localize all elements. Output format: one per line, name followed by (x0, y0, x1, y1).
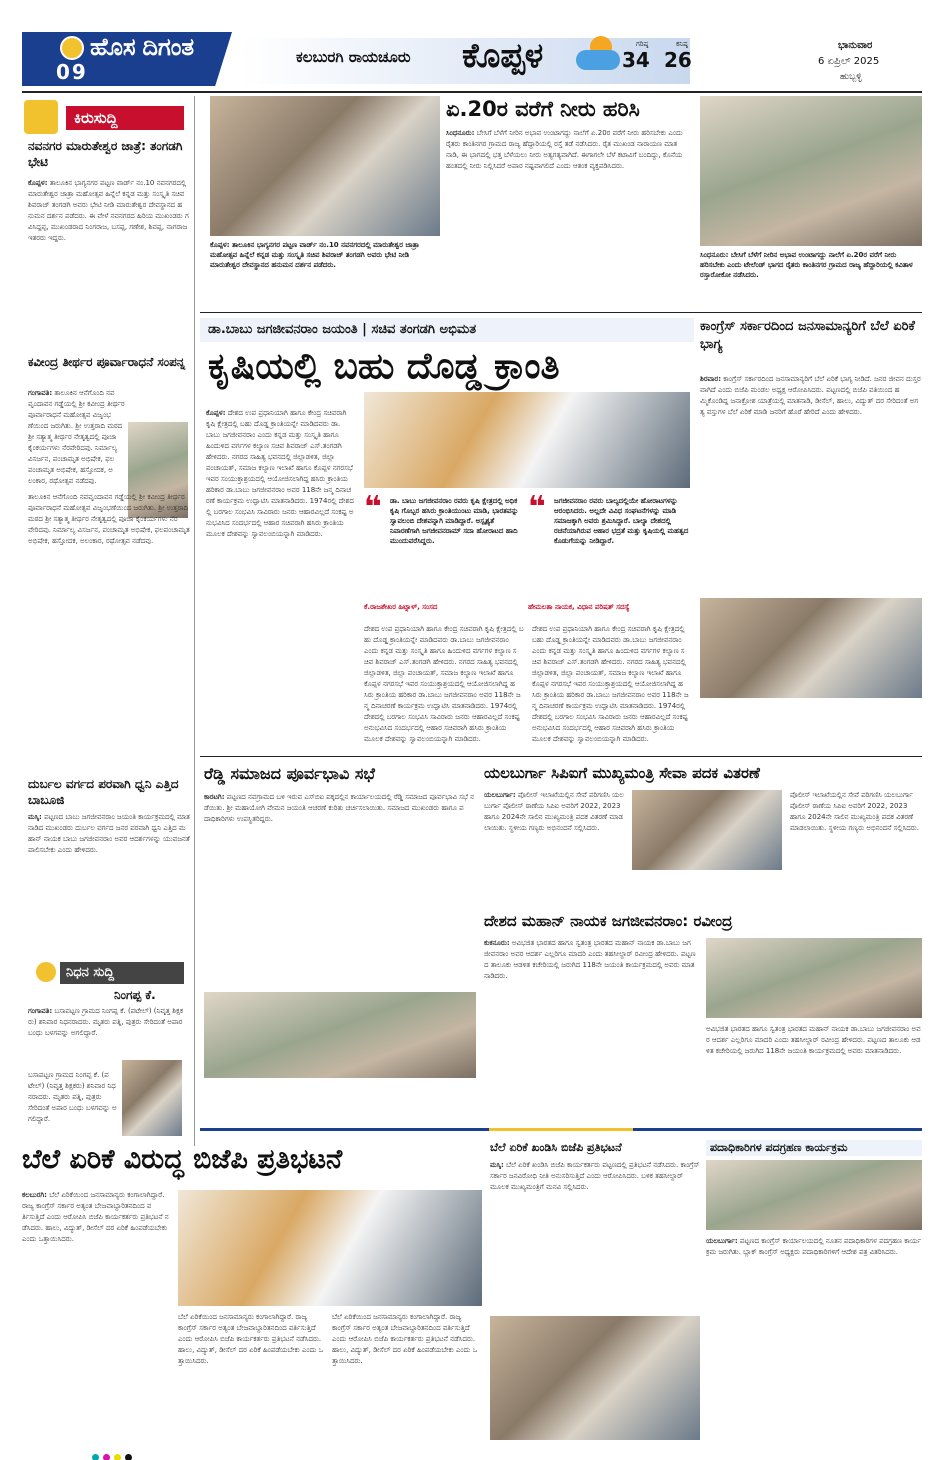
sidebar-divider (194, 96, 195, 1146)
lead-photo (364, 392, 690, 488)
dateline: ಸಿಂಧನೂರು: (446, 129, 475, 137)
story-text: ತಾಲೂಕಿನ ಆನೆಗೊಂದಿ ನವವೃಂದಾವನ ಗಡ್ಡೆಯಲ್ಲಿ ಶ್ರೀ ಕವೀಂದ್ರ ತೀರ್ಥರ ಪೂರ್ವಾರಾಧನೆ ಮಹೋತ್ಸವ ವಿಜೃಂಭಣೆಯಿಂದ ಜರುಗಿತು. ಶ್ರೀ ಉತ್ತರಾದಿ ಮಠದ ಶ್ರೀ ಸತ್ಯಾತ್ಮ ತೀರ್ಥರ ನೇತೃತ್ವದಲ್ಲಿ ಪೂಜಾ ಕೈಂಕರ್ಯಗಳು ನೆರವೇರಿದವು. ನಿರ್ಮಾಲ್ಯ ವಿಸರ್ಜನ, ಪಂಚಾಮೃತ ಅಭಿಷೇಕ, ಫಲಪಂಚಾಮೃತ ಅಭಿಷೇಕ, ಹಸ್ತೋದಕ, ಅಲಂಕಾರ, ರಥೋತ್ಸವ ನಡೆದವು. (28, 389, 125, 485)
mid-row-rule (200, 756, 922, 757)
story-text: ಬೆಲೆ ಏರಿಕೆ ಖಂಡಿಸಿ ಬಿಜೆಪಿ ಕಾರ್ಯಕರ್ತರು ಪಟ್ಟಣದಲ್ಲಿ ಪ್ರತಿಭಟನೆ ನಡೆಸಿದರು. ಕಾಂಗ್ರೆಸ್ ಸರ್ಕಾರ ಜನವಿರೋಧಿ ನೀತಿ ಅನುಸರಿಸುತ್ತಿದೆ ಎಂದು ಆರೋಪಿಸಿದರು. ಬಳಿಕ ತಹಸೀಲ್ದಾರ್ ಮೂಲಕ ಮುಖ್ಯಮಂತ್ರಿಗೆ ಮನವಿ ಸಲ್ಲಿಸಿದರು. (490, 1161, 700, 1191)
lead-kicker: ಡಾ.ಬಾಬು ಜಗಜೀವನರಾಂ ಜಯಂತಿ | ಸಚಿವ ತಂಗಡಗಿ ಅಭಿಮತ (200, 318, 694, 342)
bottom-headline: ಬೆಲೆ ಏರಿಕೆ ವಿರುದ್ಧ ಬಿಜೆಪಿ ಪ್ರತಿಭಟನೆ (22, 1144, 343, 1175)
reddy-headline: ರೆಡ್ಡಿ ಸಮಾಜದ ಪೂರ್ವಭಾವಿ ಸಭೆ (204, 764, 375, 783)
pada-headline: ಪದಾಧಿಕಾರಿಗಳ ಪದಗ್ರಹಣ ಕಾರ್ಯಕ್ರಮ (706, 1140, 922, 1156)
sidebar-story-3-title: ದುರ್ಬಲ ವರ್ಗದ ಪರವಾಗಿ ಧ್ವನಿ ಎತ್ತಿದ ಬಾಬೂಜಿ (28, 777, 179, 807)
registration-marks (90, 1446, 850, 1456)
cyan-dot (92, 1454, 99, 1460)
pada-body (706, 1236, 922, 1440)
yalaburga-headline: ಯಲಬುರ್ಗಾ ಸಿಪಿಐಗೆ ಮುಖ್ಯಮಂತ್ರಿ ಸೇವಾ ಪದಕ ವಿತರಣೆ (484, 764, 760, 782)
quote-box-1 (364, 490, 522, 618)
dateline: ಕಾರಟಗಿ: (204, 793, 225, 801)
maski-story (490, 1140, 700, 1440)
top-row-rule (200, 312, 922, 313)
sidebar-story-1-body (28, 178, 190, 348)
top-story-body (446, 128, 690, 298)
story-text: ಬೆಲೆ ಏರಿಕೆಯಿಂದ ಜನಸಾಮಾನ್ಯರು ಕಂಗಾಲಾಗಿದ್ದಾರೆ. ರಾಜ್ಯ ಕಾಂಗ್ರೆಸ್ ಸರ್ಕಾರ ಅತ್ಯಂತ ಬೇಜವಾಬ್ದಾರಿತನದಿಂದ ವರ್ತಿಸುತ್ತಿದೆ ಎಂದು ಆರೋಪಿಸಿ ಬಿಜೆಪಿ ಕಾರ್ಯಕರ್ತರು ಪ್ರತಿಭಟನೆ ನಡೆಸಿದರು. ಹಾಲು, ವಿದ್ಯುತ್, ಡೀಸೆಲ್ ದರ ಏರಿಕೆ ಹಿಂಪಡೆಯಬೇಕು ಎಂದು ಒತ್ತಾಯಿಸಿದರು. (22, 1191, 169, 1243)
story-text: ತಾಲೂಕಿನ ಆನೆಗೊಂದಿ ನವವೃಂದಾವನ ಗಡ್ಡೆಯಲ್ಲಿ ಶ್ರೀ ಕವೀಂದ್ರ ತೀರ್ಥರ ಪೂರ್ವಾರಾಧನೆ ಮಹೋತ್ಸವ ವಿಜೃಂಭಣೆಯಿಂದ ಜರುಗಿತು. ಶ್ರೀ ಉತ್ತರಾದಿ ಮಠದ ಶ್ರೀ ಸತ್ಯಾತ್ಮ ತೀರ್ಥರ ನೇತೃತ್ವದಲ್ಲಿ ಪೂಜಾ ಕೈಂಕರ್ಯಗಳು ನೆರವೇರಿದವು. ನಿರ್ಮಾಲ್ಯ ವಿಸರ್ಜನ, ಪಂಚಾಮೃತ ಅಭಿಷೇಕ, ಫಲಪಂಚಾಮೃತ ಅಭಿಷೇಕ, ಹಸ್ತೋದಕ, ಅಲಂಕಾರ, ರಥೋತ್ಸವ ನಡೆದವು. (28, 493, 190, 545)
top-story-title: ಏ.20ರ ವರೆಗೆ ನೀರು ಹರಿಸಿ (446, 97, 640, 121)
story-text: ಬೆಲೆ ಏರಿಕೆಯಿಂದ ಜನಸಾಮಾನ್ಯರು ಕಂಗಾಲಾಗಿದ್ದಾರೆ. ರಾಜ್ಯ ಕಾಂಗ್ರೆಸ್ ಸರ್ಕಾರ ಅತ್ಯಂತ ಬೇಜವಾಬ್ದಾರಿತನದಿಂದ ವರ್ತಿಸುತ್ತಿದೆ ಎಂದು ಆರೋಪಿಸಿ ಬಿಜೆಪಿ ಕಾರ್ಯಕರ್ತರು ಪ್ರತಿಭಟನೆ ನಡೆಸಿದರು. ಹಾಲು, ವಿದ್ಯುತ್, ಡೀಸೆಲ್ ದರ ಏರಿಕೆ ಹಿಂಪಡೆಯಬೇಕು ಎಂದು ಒತ್ತಾಯಿಸಿದರು. (178, 1313, 324, 1365)
story-text: ಪಟ್ಟಣದ ನವಗ್ರಾಮದ ಬಳಿ ಇರುವ ಎಸ್‌ಬಿಐ ಪಕ್ಕದಲ್ಲಿನ ಕಾರ್ಯಾಲಯದಲ್ಲಿ ರೆಡ್ಡಿ ಸಮಾಜದ ಪೂರ್ವಭಾವಿ ಸಭೆ ನಡೆಯಿತು. ಶ್ರೀ ಮಹಾಯೋಗಿ ವೇಮನ ಜಯಂತಿ ಆಚರಣೆ ಕುರಿತು ಚರ್ಚಿಸಲಾಯಿತು. ಸಮಾಜದ ಮುಖಂಡರು ಹಾಗೂ ಪದಾಧಿಕಾರಿಗಳು ಉಪಸ್ಥಿತರಿದ್ದರು. (204, 793, 475, 823)
obit-body-cont (28, 1070, 118, 1140)
story-text: ದೇಶದ ಉಪ ಪ್ರಧಾನಿಯಾಗಿ ಹಾಗೂ ಕೇಂದ್ರ ಸಚಿವರಾಗಿ ಕೃಷಿ ಕ್ಷೇತ್ರದಲ್ಲಿ ಬಹು ದೊಡ್ಡ ಕ್ರಾಂತಿಯನ್ನೇ ಮಾಡಿದವರು ಡಾ.ಬಾಬು ಜಗಜೀವನರಾಂ ಎಂದು ಕನ್ನಡ ಮತ್ತು ಸಂಸ್ಕೃತಿ ಹಾಗೂ ಹಿಂದುಳಿದ ವರ್ಗಗಳ ಕಲ್ಯಾಣ ಸಚಿವ ಶಿವರಾಜ್ ಎಸ್.ತಂಗಡಗಿ ಹೇಳಿದರು. ನಗರದ ಸಾಹಿತ್ಯ ಭವನದಲ್ಲಿ ಜಿಲ್ಲಾಡಳಿತ, ಜಿಲ್ಲಾ ಪಂಚಾಯತ್, ಸಮಾಜ ಕಲ್ಯಾಣ ಇಲಾಖೆ ಹಾಗೂ ಕೊಪ್ಪಳ ನಗರಸಭೆ ಇವರ ಸಂಯುಕ್ತಾಶ್ರಯದಲ್ಲಿ ಆಯೋಜಿಸಲಾಗಿದ್ದ ಹಸಿರು ಕ್ರಾಂತಿಯ ಹರಿಕಾರ ಡಾ.ಬಾಬು ಜಗಜೀವನರಾಂ ಅವರ 118ನೇ ಜನ್ಮ ದಿನಾಚರಣೆ ಕಾರ್ಯಕ್ರಮ ಉದ್ಘಾಟಿಸಿ ಮಾತನಾಡಿದರು. 1974ರಲ್ಲಿ ದೇಶದಲ್ಲಿ ಬರಗಾಲ ಸಂಭವಿಸಿ ಸಾವಿರಾರು ಜನರು ಆಹಾರವಿಲ್ಲದೆ ಸಂಕಷ್ಟ ಅನುಭವಿಸಿದ ಸಂದರ್ಭದಲ್ಲಿ ಆಹಾರ ಸಚಿವರಾಗಿ ಹಸಿರು ಕ್ರಾಂತಿಯ ಮೂಲಕ ದೇಶವನ್ನು ಸ್ವಾವಲಂಬಿಯನ್ನಾಗಿ ಮಾಡಿದರು. (206, 409, 354, 538)
ravindra-body (484, 938, 700, 1124)
yalaburga-body-cont (790, 790, 922, 900)
quote-box-2 (528, 490, 690, 618)
story-text: ದೇಶದ ಉಪ ಪ್ರಧಾನಿಯಾಗಿ ಹಾಗೂ ಕೇಂದ್ರ ಸಚಿವರಾಗಿ ಕೃಷಿ ಕ್ಷೇತ್ರದಲ್ಲಿ ಬಹು ದೊಡ್ಡ ಕ್ರಾಂತಿಯನ್ನೇ ಮಾಡಿದವರು ಡಾ.ಬಾಬು ಜಗಜೀವನರಾಂ ಎಂದು ಕನ್ನಡ ಮತ್ತು ಸಂಸ್ಕೃತಿ ಹಾಗೂ ಹಿಂದುಳಿದ ವರ್ಗಗಳ ಕಲ್ಯಾಣ ಸಚಿವ ಶಿವರಾಜ್ ಎಸ್.ತಂಗಡಗಿ ಹೇಳಿದರು. ನಗರದ ಸಾಹಿತ್ಯ ಭವನದಲ್ಲಿ ಜಿಲ್ಲಾಡಳಿತ, ಜಿಲ್ಲಾ ಪಂಚಾಯತ್, ಸಮಾಜ ಕಲ್ಯಾಣ ಇಲಾಖೆ ಹಾಗೂ ಕೊಪ್ಪಳ ನಗರಸಭೆ ಇವರ ಸಂಯುಕ್ತಾಶ್ರಯದಲ್ಲಿ ಆಯೋಜಿಸಲಾಗಿದ್ದ ಹಸಿರು ಕ್ರಾಂತಿಯ ಹರಿಕಾರ ಡಾ.ಬಾಬು ಜಗಜೀವನರಾಂ ಅವರ 118ನೇ ಜನ್ಮ ದಿನಾಚರಣೆ ಕಾರ್ಯಕ್ರಮ ಉದ್ಘಾಟಿಸಿ ಮಾತನಾಡಿದರು. 1974ರಲ್ಲಿ ದೇಶದಲ್ಲಿ ಬರಗಾಲ ಸಂಭವಿಸಿ ಸಾವಿರಾರು ಜನರು ಆಹಾರವಿಲ್ಲದೆ ಸಂಕಷ್ಟ ಅನುಭವಿಸಿದ ಸಂದರ್ಭದಲ್ಲಿ ಆಹಾರ ಸಚಿವರಾಗಿ ಹಸಿರು ಕ್ರಾಂತಿಯ ಮೂಲಕ ದೇಶವನ್ನು ಸ್ವಾವಲಂಬಿಯನ್ನಾಗಿ ಮಾಡಿದರು. (532, 625, 689, 743)
ravindra-headline: ದೇಶದ ಮಹಾನ್ ನಾಯಕ ಜಗಜೀವನರಾಂ: ರವೀಂದ್ರ (484, 912, 733, 930)
reddy-story (200, 762, 476, 1062)
black-dot (125, 1454, 132, 1460)
ravindra-body-cont (706, 1024, 922, 1124)
story-text: ಪೊಲೀಸ್ ಇಲಾಖೆಯಲ್ಲಿನ ಸೇವೆ ಪರಿಗಣಿಸಿ ಯಲಬುರ್ಗಾ ಪೊಲೀಸ್ ಠಾಣೆಯ ಸಿಪಿಐ ಅವರಿಗೆ 2022, 2023 ಹಾಗೂ 2024ನೇ ಸಾಲಿನ ಮುಖ್ಯಮಂತ್ರಿ ಪದಕ ವಿತರಣೆ ಮಾಡಲಾಯಿತು. ಸ್ಥಳೀಯ ಗಣ್ಯರು ಅಭಿನಂದನೆ ಸಲ್ಲಿಸಿದರು. (484, 791, 624, 832)
sidebar-story-3-body (28, 812, 190, 962)
quote-1-text: ಡಾ. ಬಾಬು ಜಗಜೀವನರಾಂ ರವರು ಕೃಷಿ ಕ್ಷೇತ್ರದಲ್ಲಿ ಅಧಿಕ ಕೃಷಿ ಗೊಬ್ಬರ ಹಸಿರು ಕ್ರಾಂತಿಯುಂಟು ಮಾಡಿ, ಭಾರತವನ್ನು ಸ್ವಾವಲಂಬಿ ದೇಶವನ್ನಾಗಿ ಮಾಡಿದ್ದಾರೆ. ಅಸ್ಪೃಶ್ಯತೆ ನಿವಾರಣೆಗಾಗಿ ಜಗಜೀವನರಾಮ್ ಸದಾ ಹೋರಾಟದ ಹಾದಿ ಮುಂದುವರೆಸಿದ್ದರು. (390, 497, 519, 545)
weather-cloud-icon (576, 50, 620, 70)
temp-max: 34 (622, 48, 650, 72)
temp-min-label: ಕನಿಷ್ಠ (676, 40, 688, 48)
sidebar-story-2-body-cont (28, 492, 190, 772)
story-text: ಬೇಸಿಗೆ ಬೆಳೆಗೆ ನೀರಿನ ಅಭಾವ ಉಂಟಾಗದ್ದು ನಾಲೆಗೆ ಏ.20ರ ವರೆಗೆ ನೀರು ಹರಿಸಬೇಕು ಎಂದು ರೈತರು ಕಾಂತಿನಗರ ಗ್ರಾಮದ ರಾಜ್ಯ ಹೆದ್ದಾರಿಯಲ್ಲಿ ರಸ್ತೆ ತಡೆ ನಡೆಸಿದರು. ರೈತ ಮುಖಂಡ ನಾರಾಯಣ ಮಾತನಾಡಿ, ಈ ಭಾಗದಲ್ಲಿ ಭತ್ತ ಬೆಳೆಯಲು ನೀರು ಅತ್ಯಗತ್ಯವಾಗಿದೆ. ಈಗಾಗಲೇ ಬೆಳೆ ಕಟಾವಿಗೆ ಬಂದಿದ್ದು, ಕೊನೆಯ ಹಂತದಲ್ಲಿ ನೀರು ನಿಲ್ಲಿಸಿದರೆ ಅಪಾರ ನಷ್ಟವಾಗಲಿದೆ ಎಂದು ಆತಂಕ ವ್ಯಕ್ತಪಡಿಸಿದರು. (446, 129, 683, 170)
pada-photo (706, 1160, 922, 1230)
obit-name: ನಿಂಗಪ್ಪ ಕೆ. (114, 988, 156, 1002)
quote-2-text: ಜಗಜೀವನರಾಂ ರವರು ಬಾಲ್ಯದಲ್ಲಿಯೇ ಹೋರಾಟಗಳನ್ನು ಆರಂಭಿಸಿದರು. ಅಲ್ಲದೇ ವಿವಿಧ ಸಂಘಟನೆಗಳನ್ನು ಮಾಡಿ ಸಮಾಜಕ್ಕಾಗಿ ಅವರು ಶ್ರಮಿಸಿದ್ದಾರೆ. ಬಾಲ್ಯಾ ದೇಶದಲ್ಲಿ ರಚನೆಯಾಗಿರುವ ಆಹಾರ ಭದ್ರತೆ ಮತ್ತು ಕೃಷಿಯಲ್ಲಿ ಮಹತ್ವದ ಕೊಡುಗೆಯನ್ನು ನೀಡಿದ್ದಾರೆ. (554, 497, 689, 545)
ravindra-photo (706, 938, 922, 1018)
dateline: ಗಂಗಾವತಿ: (28, 1007, 53, 1015)
quote-1-by: ಕೆ.ರಾಜಶೇಖರ ಹಿಟ್ನಾಳ್, ಸಂಸದ (364, 603, 438, 611)
story-text: ಪಟ್ಟಣದ ಕಾಂಗ್ರೆಸ್ ಕಾರ್ಯಾಲಯದಲ್ಲಿ ನೂತನ ಪದಾಧಿಕಾರಿಗಳ ಪದಗ್ರಹಣ ಕಾರ್ಯಕ್ರಮ ಜರುಗಿತು. ಬ್ಲಾಕ್ ಕಾಂಗ್ರೆಸ್ ಅಧ್ಯಕ್ಷರು ಪದಾಧಿಕಾರಿಗಳಿಗೆ ಆದೇಶ ಪತ್ರ ವಿತರಿಸಿದರು. (706, 1237, 921, 1256)
top-photo-3-caption: ಸಿಂಧನೂರು: ಬೇಸಿಗೆ ಬೆಳೆಗೆ ನೀರಿನ ಅಭಾವ ಉಂಟಾಗದ್ದು ನಾಲೆಗೆ ಏ.20ರ ವರೆಗೆ ನೀರು ಹರಿಸಬೇಕು ಎಂದು ಟೇಲೆಂಡ್ ಭಾಗದ ರೈತರು ಕಾಂತಿನಗರ ಗ್ರಾಮದ ರಾಜ್ಯ ಹೆದ್ದಾರಿಯಲ್ಲಿ ಕವಿತಾಳ ರಸ್ತಾರೋಕೋ ನಡೆಸಿದರು. (700, 251, 913, 279)
nidhana-label: ನಿಧನ ಸುದ್ದಿ (60, 962, 184, 984)
page-number: 09 (56, 60, 88, 84)
masthead (0, 0, 945, 92)
region-main: ಕೊಪ್ಪಳ (462, 36, 544, 76)
reddy-body (204, 792, 476, 988)
masthead-rule (22, 91, 922, 93)
kiru-hand-icon (24, 100, 58, 134)
obit-photo (122, 1060, 182, 1136)
sidebar (22, 96, 192, 1156)
city: ಹುಬ್ಬಳ್ಳಿ (840, 72, 862, 82)
paper-name: ಹೊಸ ದಿಗಂತ (90, 34, 195, 61)
newspaper-logo-icon (60, 36, 84, 60)
maski-body (490, 1160, 700, 1310)
congress-photo (700, 598, 922, 698)
dateline: ಮಸ್ಕಿ: (28, 813, 42, 821)
reddy-photo (204, 992, 476, 1078)
yellow-dot (114, 1454, 121, 1460)
regions: ಕಲಬುರಗಿ ರಾಯಚೂರು (296, 48, 411, 66)
story-text: ಕಾಂಗ್ರೆಸ್ ಸರ್ಕಾರದಿಂದ ಜನಸಾಮಾನ್ಯರಿಗೆ ಬೆಲೆ ಏರಿಕೆ ಭಾಗ್ಯ ನೀಡಿದೆ. ಜನರ ಜೀವನ ದುಸ್ತರವಾಗಿದೆ ಎಂದು ಬಿಜೆಪಿ ಮಂಡಲ ಅಧ್ಯಕ್ಷ ಆರೋಪಿಸಿದರು. ಪಟ್ಟಣದಲ್ಲಿ ಬಿಜೆಪಿ ವತಿಯಿಂದ ಹಮ್ಮಿಕೊಂಡಿದ್ದ ಜನಾಕ್ರೋಶ ಯಾತ್ರೆಯಲ್ಲಿ ಮಾತನಾಡಿ, ಡೀಸೆಲ್, ಹಾಲು, ವಿದ್ಯುತ್ ದರ ಸೇರಿದಂತೆ ಅಗತ್ಯ ವಸ್ತುಗಳ ಬೆಲೆ ಏರಿಕೆ ಮಾಡಿ ಜನರಿಗೆ ಹೊರೆ ಹೇರಿದೆ ಎಂದು ಹೇಳಿದರು. (700, 375, 921, 416)
dateline: ಕುಕನೂರು: (484, 939, 510, 947)
story-text: ಪೊಲೀಸ್ ಇಲಾಖೆಯಲ್ಲಿನ ಸೇವೆ ಪರಿಗಣಿಸಿ ಯಲಬುರ್ಗಾ ಪೊಲೀಸ್ ಠಾಣೆಯ ಸಿಪಿಐ ಅವರಿಗೆ 2022, 2023 ಹಾಗೂ 2024ನೇ ಸಾಲಿನ ಮುಖ್ಯಮಂತ್ರಿ ಪದಕ ವಿತರಣೆ ಮಾಡಲಾಯಿತು. ಸ್ಥಳೀಯ ಗಣ್ಯರು ಅಭಿನಂದನೆ ಸಲ್ಲಿಸಿದರು. (790, 791, 919, 832)
congress-headline: ಕಾಂಗ್ರೆಸ್ ಸರ್ಕಾರದಿಂದ ಜನಸಾಮಾನ್ಯರಿಗೆ ಬೆಲೆ ಏರಿಕೆ ಭಾಗ್ಯ (700, 319, 915, 352)
bottom-body-col2 (178, 1312, 326, 1440)
story-text: ದೇಶದ ಉಪ ಪ್ರಧಾನಿಯಾಗಿ ಹಾಗೂ ಕೇಂದ್ರ ಸಚಿವರಾಗಿ ಕೃಷಿ ಕ್ಷೇತ್ರದಲ್ಲಿ ಬಹು ದೊಡ್ಡ ಕ್ರಾಂತಿಯನ್ನೇ ಮಾಡಿದವರು ಡಾ.ಬಾಬು ಜಗಜೀವನರಾಂ ಎಂದು ಕನ್ನಡ ಮತ್ತು ಸಂಸ್ಕೃತಿ ಹಾಗೂ ಹಿಂದುಳಿದ ವರ್ಗಗಳ ಕಲ್ಯಾಣ ಸಚಿವ ಶಿವರಾಜ್ ಎಸ್.ತಂಗಡಗಿ ಹೇಳಿದರು. ನಗರದ ಸಾಹಿತ್ಯ ಭವನದಲ್ಲಿ ಜಿಲ್ಲಾಡಳಿತ, ಜಿಲ್ಲಾ ಪಂಚಾಯತ್, ಸಮಾಜ ಕಲ್ಯಾಣ ಇಲಾಖೆ ಹಾಗೂ ಕೊಪ್ಪಳ ನಗರಸಭೆ ಇವರ ಸಂಯುಕ್ತಾಶ್ರಯದಲ್ಲಿ ಆಯೋಜಿಸಲಾಗಿದ್ದ ಹಸಿರು ಕ್ರಾಂತಿಯ ಹರಿಕಾರ ಡಾ.ಬಾಬು ಜಗಜೀವನರಾಂ ಅವರ 118ನೇ ಜನ್ಮ ದಿನಾಚರಣೆ ಕಾರ್ಯಕ್ರಮ ಉದ್ಘಾಟಿಸಿ ಮಾತನಾಡಿದರು. 1974ರಲ್ಲಿ ದೇಶದಲ್ಲಿ ಬರಗಾಲ ಸಂಭವಿಸಿ ಸಾವಿರಾರು ಜನರು ಆಹಾರವಿಲ್ಲದೆ ಸಂಕಷ್ಟ ಅನುಭವಿಸಿದ ಸಂದರ್ಭದಲ್ಲಿ ಆಹಾರ ಸಚಿವರಾಗಿ ಹಸಿರು ಕ್ರಾಂತಿಯ ಮೂಲಕ ದೇಶವನ್ನು ಸ್ವಾವಲಂಬಿಯನ್ನಾಗಿ ಮಾಡಿದರು. (364, 625, 524, 743)
lead-body-col1 (206, 408, 354, 748)
day: ಭಾನುವಾರ (838, 40, 873, 51)
ravindra-story (484, 910, 922, 1126)
sidebar-story-2-title: ಕವೀಂದ್ರ ತೀರ್ಥರ ಪೂರ್ವಾರಾಧನೆ ಸಂಪನ್ನ (28, 355, 186, 369)
bottom-accent-rule (200, 1128, 922, 1131)
quote-icon: ❝ (364, 490, 382, 525)
dateline: ಕಲಬುರಗಿ: (22, 1191, 47, 1199)
pada-story (706, 1140, 922, 1440)
lead-body-col3 (532, 624, 690, 748)
bottom-body-col1 (22, 1190, 172, 1440)
dateline: ಕೊಪ್ಪಳ: (28, 179, 48, 187)
dateline: ಮಸ್ಕಿ: (490, 1161, 504, 1169)
story-text: ಬೆಲೆ ಏರಿಕೆಯಿಂದ ಜನಸಾಮಾನ್ಯರು ಕಂಗಾಲಾಗಿದ್ದಾರೆ. ರಾಜ್ಯ ಕಾಂಗ್ರೆಸ್ ಸರ್ಕಾರ ಅತ್ಯಂತ ಬೇಜವಾಬ್ದಾರಿತನದಿಂದ ವರ್ತಿಸುತ್ತಿದೆ ಎಂದು ಆರೋಪಿಸಿ ಬಿಜೆಪಿ ಕಾರ್ಯಕರ್ತರು ಪ್ರತಿಭಟನೆ ನಡೆಸಿದರು. ಹಾಲು, ವಿದ್ಯುತ್, ಡೀಸೆಲ್ ದರ ಏರಿಕೆ ಹಿಂಪಡೆಯಬೇಕು ಎಂದು ಒತ್ತಾಯಿಸಿದರು. (332, 1313, 478, 1365)
quote-2-by: ಹೇಮಲತಾ ನಾಯಕ, ವಿಧಾನ ಪರಿಷತ್ ಸದಸ್ಯೆ (528, 603, 630, 611)
dateline: ಕೊಪ್ಪಳ: (206, 409, 226, 417)
sidebar-story-1-title: ನವನಗರ ಮಾರುತೇಶ್ವರ ಜಾತ್ರೆ: ತಂಗಡಗಿ ಭೇಟಿ (28, 139, 183, 169)
top-story (446, 96, 690, 306)
top-photo-1-caption: ಕೊಪ್ಪಳ: ತಾಲೂಕಿನ ಭಾಗ್ಯನಗರ ಪಟ್ಟಣ ವಾರ್ಡ್ ನಂ.10 ನವನಗರದಲ್ಲಿ ಮಾರುತೇಶ್ವರ ಜಾತ್ರಾ ಮಹೋತ್ಸವ ಹಿನ್ನೆಲೆ ಕನ್ನಡ ಮತ್ತು ಸಂಸ್ಕೃತಿ ಸಚಿವ ಶಿವರಾಜ್ ತಂಗಡಗಿ ಅವರು ಭೇಟಿ ನೀಡಿ ಮಾರುತೇಶ್ವರ ದೇವಸ್ಥಾನದ ಹನುಮನ ದರ್ಶನ ಪಡೆದರು. (210, 241, 420, 269)
yalaburga-photo (632, 790, 782, 870)
story-text: ಬಸಾಪಟ್ಟಣ ಗ್ರಾಮದ ನಿಂಗಪ್ಪ ಕೆ. (ಪಟೇಲ್) (ನಿವೃತ್ತ ಶಿಕ್ಷಕರು) ಶನಿವಾರ ನಿಧನರಾದರು. ಮೃತರು ಪತ್ನಿ, ಪುತ್ರರು ಸೇರಿದಂತೆ ಅಪಾರ ಬಂಧು ಬಳಗವನ್ನು ಅಗಲಿದ್ದಾರೆ. (28, 1007, 184, 1037)
temp-max-label: ಗರಿಷ್ಠ (636, 40, 649, 48)
story-text: ಪಟ್ಟಣದ ಬಾಬು ಜಗಜೀವನರಾಂ ಜಯಂತಿ ಕಾರ್ಯಕ್ರಮದಲ್ಲಿ ಮಾತನಾಡಿದ ಮುಖಂಡರು ದುರ್ಬಲ ವರ್ಗದ ಜನರ ಪರವಾಗಿ ಧ್ವನಿ ಎತ್ತಿದ ಮಹಾನ್ ನಾಯಕ ಬಾಬು ಜಗಜೀವನರಾಂ ಅವರ ಆದರ್ಶಗಳನ್ನು ಯುವಜನತೆ ಪಾಲಿಸಬೇಕು ಎಂದು ಹೇಳಿದರು. (28, 813, 190, 854)
congress-story (700, 318, 922, 748)
yalaburga-story (484, 762, 922, 908)
top-photo-1 (210, 96, 440, 236)
lead-story (200, 318, 694, 748)
lead-headline: ಕೃಷಿಯಲ್ಲಿ ಬಹು ದೊಡ್ಡ ಕ್ರಾಂತಿ (208, 345, 560, 387)
top-photo-3 (700, 96, 922, 246)
congress-body (700, 374, 922, 564)
bottom-body-col3 (332, 1312, 482, 1440)
date: 6 ಏಪ್ರಿಲ್ 2025 (818, 56, 880, 67)
dateline: ಗಂಗಾವತಿ: (28, 389, 53, 397)
kiru-label: ಕಿರುಸುದ್ದಿ (66, 106, 184, 130)
bottom-photo (178, 1190, 482, 1306)
maski-headline: ಬೆಲೆ ಏರಿಕೆ ಖಂಡಿಸಿ ಬಿಜೆಪಿ ಪ್ರತಿಭಟನೆ (490, 1141, 622, 1154)
lead-body-col2 (364, 624, 524, 748)
obit-body (28, 1006, 190, 1066)
story-text: ಅವಿಭಜಿತ ಭಾರತದ ಹಾಗೂ ಸ್ವತಂತ್ರ ಭಾರತದ ಮಹಾನ್ ನಾಯಕ ಡಾ.ಬಾಬು ಜಗಜೀವನರಾಂ ಅವರ ಆದರ್ಶ ಎಲ್ಲರಿಗೂ ಮಾದರಿ ಎಂದು ತಹಸೀಲ್ದಾರ್ ರವೀಂದ್ರ ಹೇಳಿದರು. ಪಟ್ಟಣದ ತಾಲೂಕು ಆಡಳಿತ ಕಚೇರಿಯಲ್ಲಿ ಜರುಗಿದ 118ನೇ ಜಯಂತಿ ಕಾರ್ಯಕ್ರಮದಲ್ಲಿ ಅವರು ಮಾತನಾಡಿದರು. (484, 939, 696, 980)
dateline: ಯಲಬುರ್ಗಾ: (484, 791, 516, 799)
dateline: ಶಿರವಾರ: (700, 375, 722, 383)
story-text: ಅವಿಭಜಿತ ಭಾರತದ ಹಾಗೂ ಸ್ವತಂತ್ರ ಭಾರತದ ಮಹಾನ್ ನಾಯಕ ಡಾ.ಬಾಬು ಜಗಜೀವನರಾಂ ಅವರ ಆದರ್ಶ ಎಲ್ಲರಿಗೂ ಮಾದರಿ ಎಂದು ತಹಸೀಲ್ದಾರ್ ರವೀಂದ್ರ ಹೇಳಿದರು. ಪಟ್ಟಣದ ತಾಲೂಕು ಆಡಳಿತ ಕಚೇರಿಯಲ್ಲಿ ಜರುಗಿದ 118ನೇ ಜಯಂತಿ ಕಾರ್ಯಕ್ರಮದಲ್ಲಿ ಅವರು ಮಾತನಾಡಿದರು. (706, 1025, 921, 1055)
nidhana-lamp-icon (36, 962, 56, 982)
dateline: ಯಲಬುರ್ಗಾ: (706, 1237, 738, 1245)
story-text: ತಾಲೂಕಿನ ಭಾಗ್ಯನಗರ ಪಟ್ಟಣ ವಾರ್ಡ್ ನಂ.10 ನವನಗರದಲ್ಲಿ ಮಾರುತೇಶ್ವರ ಜಾತ್ರಾ ಮಹೋತ್ಸವ ಹಿನ್ನೆಲೆ ಕನ್ನಡ ಮತ್ತು ಸಂಸ್ಕೃತಿ ಸಚಿವ ಶಿವರಾಜ್ ತಂಗಡಗಿ ಅವರು ಭೇಟಿ ನೀಡಿ ಮಾರುತೇಶ್ವರ ದೇವಸ್ಥಾನದ ಹನುಮನ ದರ್ಶನ ಪಡೆದರು. ಈ ವೇಳೆ ನವನಗರದ ಹಿರಿಯ ಮುಖಂಡರು ಗವಿಸಿದ್ದಪ್ಪ, ಮುಖಂಡರಾದ ನಿಂಗರಾಜ, ಬಸಪ್ಪ, ಗಣೇಶ, ಶಿವಪ್ಪ, ನಾಗರಾಜ ಇತರರು ಇದ್ದರು. (28, 179, 189, 242)
sidebar-story-2-body (28, 388, 126, 488)
yalaburga-body (484, 790, 624, 900)
story-text: ಬಸಾಪಟ್ಟಣ ಗ್ರಾಮದ ನಿಂಗಪ್ಪ ಕೆ. (ಪಟೇಲ್) (ನಿವೃತ್ತ ಶಿಕ್ಷಕರು) ಶನಿವಾರ ನಿಧನರಾದರು. ಮೃತರು ಪತ್ನಿ, ಪುತ್ರರು ಸೇರಿದಂತೆ ಅಪಾರ ಬಂಧು ಬಳಗವನ್ನು ಅಗಲಿದ್ದಾರೆ. (28, 1071, 117, 1123)
quote-icon: ❝ (528, 490, 546, 525)
magenta-dot (103, 1454, 110, 1460)
temp-min: 26 (664, 48, 692, 72)
maski-photo (490, 1316, 700, 1440)
bottom-story (22, 1140, 482, 1440)
